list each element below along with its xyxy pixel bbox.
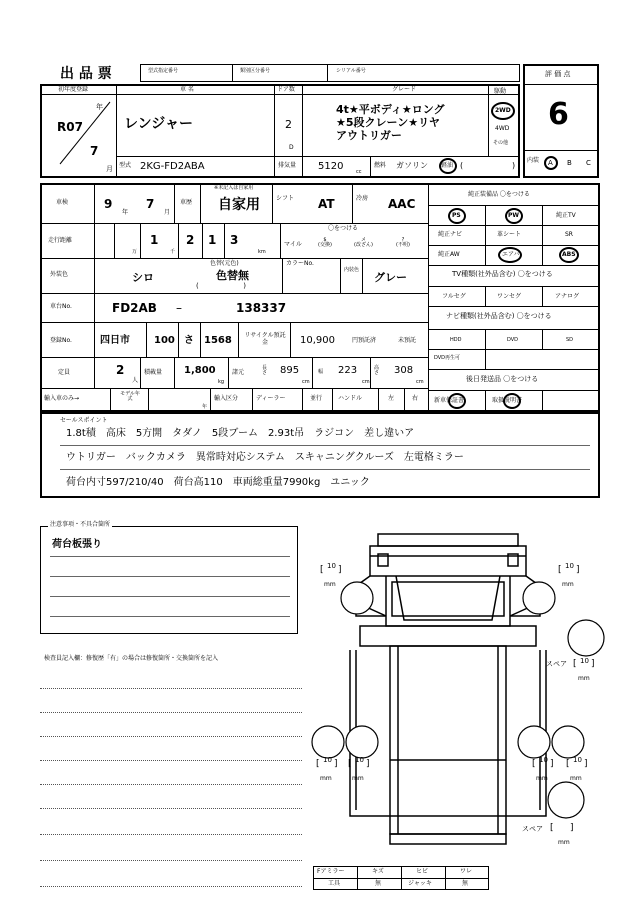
truck-diagram <box>300 520 610 850</box>
mileage-label: 走行距離 <box>48 237 73 244</box>
tire-rl-inner-unit: mm <box>352 775 364 782</box>
model-year-unit: 年 <box>202 404 208 410</box>
recycle-not-deposited: 未預託 <box>398 337 417 344</box>
doors-label: ドア数 <box>277 86 295 93</box>
color-change-label: 色替(元色) <box>210 260 239 267</box>
year-unit: 年 <box>96 103 103 111</box>
first-registration-label: 初年度登録 <box>58 86 89 93</box>
notes-line-1: 荷台板張り <box>52 539 102 550</box>
usage-note: ※未記入は自家用 <box>214 185 254 191</box>
month-unit: 月 <box>106 165 113 173</box>
tire-fl-bracket-close: ] <box>338 565 342 575</box>
tire-rr-inner-depth: 10 <box>539 756 548 764</box>
fuel-label: 燃料 <box>374 162 387 169</box>
evaluation-score: 6 <box>548 97 569 132</box>
car-name-label: 車 名 <box>180 86 194 93</box>
width-unit: cm <box>362 379 370 385</box>
tire-rr-outer-bracket-close: ] <box>584 759 588 769</box>
tire-rr-inner-bracket-close: ] <box>550 759 554 769</box>
tire-fl-bracket: [ <box>320 565 324 575</box>
import-dealer: ディーラー <box>256 395 286 402</box>
tire-rl-inner-bracket: [ <box>348 759 352 769</box>
recycle-label: リサイクル預託金 <box>244 332 286 346</box>
model-year-label: モデル年式 <box>120 391 140 402</box>
user-manual: 取扱説明書 <box>492 397 523 404</box>
doors-value: 2 <box>285 118 292 131</box>
serial-number-label: シリアル番号 <box>336 68 366 74</box>
grade-label: グレード <box>392 86 417 93</box>
fuel-paren-close: ) <box>512 161 516 170</box>
registration-kana: さ <box>184 335 194 346</box>
bottom-header-mirror: Fアミラー <box>317 868 345 875</box>
km-unit: km <box>258 249 266 255</box>
mile-option-exchange: $ (交換) <box>318 237 332 248</box>
exterior-label: 外装色 <box>50 271 69 278</box>
chassis-dash: – <box>176 301 182 315</box>
handle-label: ハンドル <box>338 395 363 402</box>
displacement-label: 排気量 <box>278 162 297 169</box>
model-label: 型式 <box>119 162 132 169</box>
spare-lower-unit: mm <box>558 839 570 846</box>
sales-line-1: 1.8t積 高床 5方開 タダノ 5段ブーム 2.93t吊 ラジコン 差し違いア <box>66 428 415 439</box>
after-shipment-title: 後日発送品 〇をつける <box>466 375 539 383</box>
tire-fr-depth: 10 <box>565 562 574 570</box>
bottom-header-crack: ヒビ <box>416 868 429 875</box>
mile-option-tamper: メ (改ざん) <box>354 237 373 248</box>
cc-unit: cc <box>356 169 362 175</box>
tire-rl-outer-bracket-close: ] <box>334 759 338 769</box>
interior-c: C <box>586 159 591 167</box>
navi-title: ナビ種類(社外品含む) 〇をつける <box>446 312 552 320</box>
height-value: 308 <box>394 365 414 376</box>
equip-ps: PS <box>452 212 461 219</box>
equip-sr: SR <box>565 231 573 238</box>
class-number-label: 類別区分番号 <box>240 68 271 74</box>
tv-fullseg: フルセグ <box>442 293 466 300</box>
sales-points-label: セールスポイント <box>60 417 108 424</box>
tire-fr-unit: mm <box>562 581 574 588</box>
grade-line-1: 4t★平ボディ★ロング <box>336 103 445 116</box>
tire-rl-outer-unit: mm <box>320 775 332 782</box>
recycle-deposited: 円預託済 <box>352 337 377 344</box>
bottom-jack-value: 無 <box>462 880 469 887</box>
usage-label: 車歴 <box>180 199 193 206</box>
drive-label: 駆動 <box>494 88 507 95</box>
tire-rr-inner-unit: mm <box>536 775 548 782</box>
tire-rl-inner-bracket-close: ] <box>366 759 370 769</box>
tv-analog: アナログ <box>555 293 580 300</box>
spare-lower-bracket-close: ] <box>570 823 574 833</box>
capacity-value: 2 <box>116 363 125 377</box>
spare-upper-bracket: [ <box>573 659 577 669</box>
inspection-year: 9 <box>104 197 113 211</box>
bottom-tools-label: 工具 <box>328 880 341 887</box>
mileage-man: 万 <box>132 249 138 255</box>
navi-sd: SD <box>566 337 574 343</box>
sales-line-3: 荷台内寸597/210/40 荷台高110 車両総重量7990kg ユニック <box>66 477 370 488</box>
mileage-digit-2: 2 <box>186 233 195 247</box>
dimensions-label: 諸元 <box>232 369 245 376</box>
load-value: 1,800 <box>184 365 216 376</box>
inspection-month-unit: 月 <box>164 209 171 216</box>
equip-airbag: エアバ <box>502 251 520 258</box>
registration-city: 四日市 <box>100 335 130 346</box>
spare-lower-label: スペア <box>522 825 543 833</box>
navi-hdd: HDD <box>450 337 462 343</box>
spare-upper-label: スペア <box>546 660 567 668</box>
drive-4wd: 4WD <box>495 125 510 132</box>
displacement-value: 5120 <box>318 161 344 172</box>
inspector-label: 検査員記入欄：修復歴「有」の場合は修復箇所・交換箇所を記入 <box>44 655 219 662</box>
inspection-month: 7 <box>146 197 155 211</box>
import-parallel: 並行 <box>310 395 323 402</box>
registration-year: R07 <box>57 120 83 134</box>
tire-rl-inner-depth: 10 <box>355 756 364 764</box>
grade-line-3: アウトリガー <box>336 129 402 142</box>
tire-rl-outer-bracket: [ <box>316 759 320 769</box>
length-value: 895 <box>280 365 300 376</box>
spare-upper-unit: mm <box>578 675 590 682</box>
car-name: レンジャー <box>124 116 194 132</box>
registration-number: 1568 <box>204 335 232 346</box>
tire-fl-unit: mm <box>324 581 336 588</box>
sales-line-2: ウトリガー バックカメラ 異常時対応システム スキャニングクルーズ 左電格ミラー <box>66 452 464 463</box>
mileage-digit-3: 1 <box>208 233 217 247</box>
new-car-warranty: 新車保証書 <box>434 397 465 404</box>
tire-rr-outer-depth: 10 <box>573 756 582 764</box>
fuel-gasoline: ガソリン <box>396 161 428 170</box>
interior-b: B <box>567 159 572 167</box>
doors-suffix: D <box>289 144 294 151</box>
tire-rl-outer-depth: 10 <box>323 756 332 764</box>
model-value: 2KG-FD2ABA <box>140 161 205 172</box>
spare-upper-bracket-close: ] <box>591 659 595 669</box>
tire-rr-outer-unit: mm <box>570 775 582 782</box>
chassis-label: 車台No. <box>50 303 72 310</box>
capacity-unit: 人 <box>132 377 139 384</box>
tv-oneseg: ワンセグ <box>497 293 522 300</box>
inspection-label: 車検 <box>56 199 69 206</box>
evaluation-label: 評 価 点 <box>545 70 571 78</box>
mileage-digit-1: 1 <box>150 233 159 247</box>
chassis-number: 138337 <box>236 301 287 315</box>
import-label: 輸入車のみ→ <box>44 395 80 402</box>
ac-label: 冷房 <box>356 195 369 202</box>
bottom-tools-value: 無 <box>375 880 382 887</box>
equip-navi: 純正ナビ <box>438 231 463 238</box>
color-no-label: カラーNo. <box>286 260 314 267</box>
bottom-header-scratch: キズ <box>372 868 384 875</box>
tire-rr-outer-bracket: [ <box>566 759 570 769</box>
tire-fr-bracket-close: ] <box>576 565 580 575</box>
drive-2wd: 2WD <box>495 107 511 114</box>
handle-right: 右 <box>412 395 419 402</box>
height-unit: cm <box>416 379 424 385</box>
length-unit: cm <box>302 379 310 385</box>
registration-label: 登録No. <box>50 337 72 344</box>
tire-fl-depth: 10 <box>327 562 336 570</box>
mile-option-unknown: ? (不明) <box>396 237 410 248</box>
equip-tv: 純正TV <box>556 212 576 219</box>
serial-box <box>140 64 520 82</box>
height-label: 高さ <box>374 365 380 376</box>
tv-title: TV種類(社外品含む) 〇をつける <box>452 270 553 278</box>
interior-a: A <box>548 159 553 167</box>
bottom-header-break: ワレ <box>460 868 473 875</box>
equipment-title: 純正装備品 〇をつける <box>468 191 530 198</box>
width-label: 幅 <box>318 369 324 375</box>
navi-dvd: DVD <box>507 337 519 343</box>
equip-pw: PW <box>508 212 520 219</box>
interior-color-value: グレー <box>374 271 407 284</box>
mile-option-mile: マイル <box>284 241 302 248</box>
capacity-label: 定員 <box>58 369 71 376</box>
mileage-digit-4: 3 <box>230 233 239 247</box>
import-type-label: 輸入区分 <box>214 395 239 402</box>
registration-class: 100 <box>154 335 175 346</box>
shift-value: AT <box>318 197 335 211</box>
equip-abs: ABS <box>562 251 576 258</box>
registration-month: 7 <box>90 144 99 158</box>
load-unit: kg <box>218 379 225 385</box>
load-label: 積載量 <box>144 369 163 376</box>
interior-label: 内装 <box>527 157 540 164</box>
equip-aw: 純正AW <box>438 251 460 258</box>
interior-color-label: 内装色 <box>344 267 360 273</box>
color-change-paren: ( ) <box>196 282 246 290</box>
grade-line-2: ★5段クレーン★リヤ <box>336 116 440 129</box>
notes-label: 注意事項・不具合箇所 <box>50 521 111 528</box>
ac-value: AAC <box>388 197 416 211</box>
drive-other: その他 <box>493 140 509 146</box>
chassis-prefix: FD2AB <box>112 301 157 315</box>
spare-lower-bracket: [ <box>550 823 554 833</box>
tire-fr-bracket: [ <box>558 565 562 575</box>
tire-rr-inner-bracket: [ <box>532 759 536 769</box>
type-designation-label: 型式指定番号 <box>148 68 179 74</box>
inspection-year-unit: 年 <box>122 209 129 216</box>
color-change-value: 色替無 <box>216 269 249 282</box>
first-reg-diagonal <box>40 94 116 178</box>
dvd-playback-label: DVD再生可 <box>434 355 461 361</box>
recycle-value: 10,900 <box>300 335 335 346</box>
fuel-paren-open: ( <box>460 161 464 170</box>
exterior-value: シロ <box>132 271 154 284</box>
mileage-circle-note: 〇をつける <box>328 225 359 232</box>
equip-leather: 革シート <box>497 231 522 238</box>
usage-value: 自家用 <box>218 197 260 213</box>
fuel-diesel: 軽油 <box>441 162 454 169</box>
width-value: 223 <box>338 365 358 376</box>
shift-label: シフト <box>276 195 295 202</box>
bottom-jack-label: ジャッキ <box>408 880 432 887</box>
mileage-sen: 千 <box>170 249 176 255</box>
handle-left: 左 <box>388 395 395 402</box>
length-label: 長さ <box>262 365 268 376</box>
spare-upper-depth: 10 <box>580 657 589 665</box>
page-title: 出 品 票 <box>60 66 112 82</box>
